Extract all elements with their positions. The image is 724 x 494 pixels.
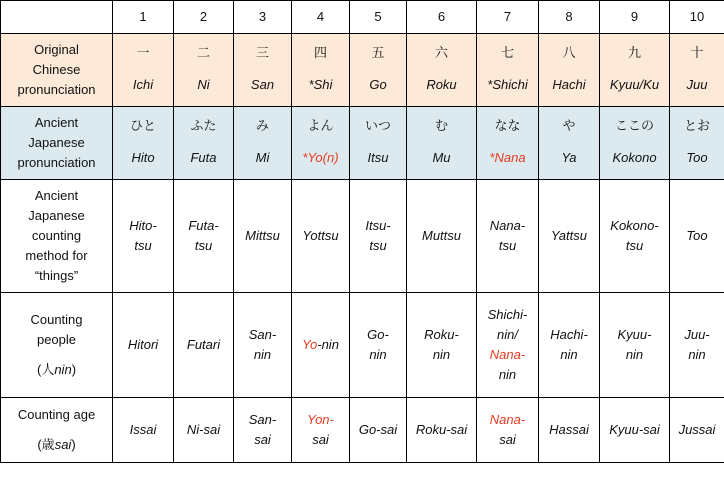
- row-label-things: Ancient Japanese counting method for “things”: [1, 180, 113, 293]
- age-cell: Roku-sai: [407, 398, 477, 463]
- row-label-ancient: Ancient Japanese pronunciation: [1, 107, 113, 180]
- age-cell: Kyuu-sai: [600, 398, 670, 463]
- age-cell: Yon- sai: [292, 398, 350, 463]
- age-cell: Ni-sai: [174, 398, 234, 463]
- original-cell: 七 *Shichi: [477, 34, 539, 107]
- header-number: 5: [350, 1, 407, 34]
- age-cell: Nana- sai: [477, 398, 539, 463]
- corner-cell: [1, 1, 113, 34]
- counting-age-row: [1, 398, 724, 463]
- header-number: 9: [600, 1, 670, 34]
- people-cell: Roku- nin: [407, 293, 477, 398]
- ancient-cell: む Mu: [407, 107, 477, 180]
- counting-things-row: [1, 180, 724, 293]
- things-cell: Itsu- tsu: [350, 180, 407, 293]
- people-cell: Hachi- nin: [539, 293, 600, 398]
- row-label-original: Original Chinese pronunciation: [1, 34, 113, 107]
- people-cell: Juu- nin: [670, 293, 724, 398]
- ancient-cell: とお Too: [670, 107, 724, 180]
- age-cell: San- sai: [234, 398, 292, 463]
- ancient-cell: なな *Nana: [477, 107, 539, 180]
- original-cell: 一 Ichi: [113, 34, 174, 107]
- header-row: [1, 1, 724, 34]
- header-number: 8: [539, 1, 600, 34]
- things-cell: Nana- tsu: [477, 180, 539, 293]
- original-cell: 五 Go: [350, 34, 407, 107]
- header-number: 10: [670, 1, 724, 34]
- people-cell: Yo-nin: [292, 293, 350, 398]
- age-cell: Hassai: [539, 398, 600, 463]
- ancient-cell: よん *Yo(n): [292, 107, 350, 180]
- age-cell: Go-sai: [350, 398, 407, 463]
- row-label-age: Counting age (歳sai): [1, 398, 113, 463]
- header-number: 4: [292, 1, 350, 34]
- people-cell: Kyuu- nin: [600, 293, 670, 398]
- ancient-cell: ひと Hito: [113, 107, 174, 180]
- ancient-cell: いつ Itsu: [350, 107, 407, 180]
- people-cell: San- nin: [234, 293, 292, 398]
- things-cell: Mittsu: [234, 180, 292, 293]
- original-chinese-row: [1, 34, 724, 107]
- things-cell: Muttsu: [407, 180, 477, 293]
- people-cell: Futari: [174, 293, 234, 398]
- age-cell: Issai: [113, 398, 174, 463]
- header-number: 1: [113, 1, 174, 34]
- things-cell: Futa- tsu: [174, 180, 234, 293]
- ancient-cell: や Ya: [539, 107, 600, 180]
- original-cell: 二 Ni: [174, 34, 234, 107]
- header-number: 7: [477, 1, 539, 34]
- counting-people-row: [1, 293, 724, 398]
- things-cell: Yottsu: [292, 180, 350, 293]
- header-number: 3: [234, 1, 292, 34]
- things-cell: Too: [670, 180, 724, 293]
- header-number: 6: [407, 1, 477, 34]
- people-cell: Hitori: [113, 293, 174, 398]
- original-cell: 三 San: [234, 34, 292, 107]
- ancient-japanese-row: [1, 107, 724, 180]
- original-cell: 八 Hachi: [539, 34, 600, 107]
- original-cell: 十 Juu: [670, 34, 724, 107]
- header-number: 2: [174, 1, 234, 34]
- row-label-people: Counting people (人nin): [1, 293, 113, 398]
- ancient-cell: ふた Futa: [174, 107, 234, 180]
- things-cell: Hito- tsu: [113, 180, 174, 293]
- ancient-cell: ここの Kokono: [600, 107, 670, 180]
- original-cell: 九 Kyuu/Ku: [600, 34, 670, 107]
- things-cell: Kokono- tsu: [600, 180, 670, 293]
- original-cell: 四 *Shi: [292, 34, 350, 107]
- ancient-cell: み Mi: [234, 107, 292, 180]
- age-cell: Jussai: [670, 398, 724, 463]
- original-cell: 六 Roku: [407, 34, 477, 107]
- people-cell: Go- nin: [350, 293, 407, 398]
- things-cell: Yattsu: [539, 180, 600, 293]
- people-cell: Shichi- nin/ Nana- nin: [477, 293, 539, 398]
